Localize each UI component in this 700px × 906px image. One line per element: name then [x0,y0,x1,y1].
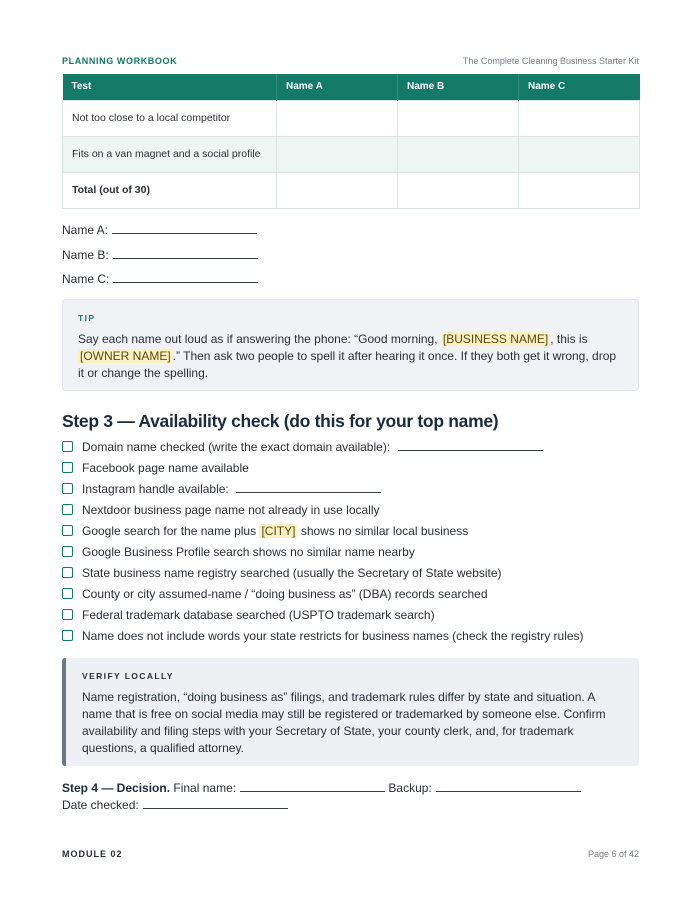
column-header-name-b: Name B [398,74,519,100]
name-line-label: Name A: [62,223,109,237]
tip-text-part: , this is [550,332,588,346]
checkbox[interactable] [62,525,73,536]
name-scoring-table [62,74,640,209]
score-cell-name-b[interactable] [398,100,519,136]
date-checked-label: Date checked: [62,798,139,812]
name-line [62,247,258,272]
checklist-item [62,501,584,522]
checkbox[interactable] [62,504,73,515]
name-b-blank[interactable] [113,247,258,259]
score-cell-name-c[interactable] [519,136,640,172]
header-book-title: The Complete Cleaning Business Starter Kit [462,56,639,66]
checklist-item [62,438,584,459]
score-cell-name-c[interactable] [519,100,640,136]
checklist-item-label: Nextdoor business page name not already in use locally [82,503,380,517]
checklist-item-label: County or city assumed-name / “doing business as” (DBA) records searched [82,587,488,601]
name-line [62,271,258,296]
name-line-label: Name C: [62,272,110,286]
checkbox[interactable] [62,588,73,599]
footer-module-label: MODULE 02 [62,849,123,859]
final-name-label: Final name: [173,781,237,795]
checkbox[interactable] [62,483,73,494]
step3-heading: Step 3 — Availability check (do this for your top name) [62,411,499,431]
tip-callout [62,299,639,391]
verify-text: Name registration, “doing business as” filings, and trademark rules differ by state and situation. A name that is free on social media may still be registered or trademarked by someone else. Confirm availability and filing steps with your Secretary of State, your county clerk, and, for trademark questions, a qualified attorney. [82,690,606,755]
test-label: Fits on a van magnet and a social profile [63,136,277,172]
verify-locally-callout [62,658,639,766]
city-placeholder: [CITY] [261,524,296,538]
footer-page-number: Page 6 of 42 [587,849,639,859]
tip-text [78,331,623,382]
name-line-label: Name B: [62,247,109,262]
owner-name-placeholder: [OWNER NAME] [80,349,171,363]
score-cell-name-a[interactable] [277,100,398,136]
total-cell-name-c[interactable] [519,172,640,208]
test-label: Not too close to a local competitor [63,100,277,136]
final-name-blank[interactable] [240,780,385,792]
checklist-item [62,564,584,585]
checklist-item-label: Google Business Profile search shows no similar name nearby [82,545,415,559]
table-header-row [63,74,640,100]
checklist-item-label: Federal trademark database searched (USPTO trademark search) [82,608,435,622]
name-c-blank[interactable] [113,271,258,283]
backup-label: Backup: [388,781,432,795]
column-header-name-c: Name C [519,74,640,100]
checklist-item [62,459,584,480]
column-header-test: Test [63,74,277,100]
checklist-item [62,480,584,501]
total-label: Total (out of 30) [63,172,277,208]
business-name-placeholder: [BUSINESS NAME] [442,332,549,346]
step4-heading: Step 4 — Decision. [62,781,171,795]
instagram-handle-blank[interactable] [236,481,381,493]
tip-text-part: Say each name out loud as if answering the phone: “Good morning, [78,332,441,346]
checklist-item [62,522,584,543]
score-cell-name-a[interactable] [277,136,398,172]
checklist-item-label: Domain name checked (write the exact domain available): [82,440,391,454]
checklist-item-label: State business name registry searched (usually the Secretary of State website) [82,566,502,580]
checkbox[interactable] [62,630,73,641]
table-row [63,136,640,172]
checkbox[interactable] [62,546,73,557]
score-cell-name-b[interactable] [398,136,519,172]
checklist-item-label: Facebook page name available [82,461,249,475]
verify-label: VERIFY LOCALLY [82,671,174,681]
checklist-item-label: Instagram handle available: [82,482,229,496]
step4-decision [62,780,639,814]
checklist-item [62,543,584,564]
checkbox[interactable] [62,462,73,473]
name-a-blank[interactable] [112,222,257,234]
date-checked-blank[interactable] [143,797,288,809]
workbook-page [62,0,639,906]
header-section-label: PLANNING WORKBOOK [62,56,178,66]
availability-checklist [62,438,584,648]
checkbox[interactable] [62,609,73,620]
table-total-row [63,172,640,208]
checklist-item [62,606,584,627]
checklist-item-label-suffix: shows no similar local business [300,524,469,538]
checklist-item-label: Google search for the name plus [82,524,257,538]
tip-label: TIP [78,313,96,323]
checkbox[interactable] [62,441,73,452]
checklist-item [62,585,584,606]
table-row [63,100,640,136]
total-cell-name-a[interactable] [277,172,398,208]
backup-name-blank[interactable] [436,780,581,792]
checkbox[interactable] [62,567,73,578]
tip-text-part: .” Then ask two people to spell it after hearing it once. If they both get it wrong, drop it or change the spelling. [78,349,617,380]
column-header-name-a: Name A [277,74,398,100]
page-header [62,56,639,68]
domain-blank[interactable] [398,439,543,451]
checklist-item-label: Name does not include words your state restricts for business names (check the registry rules) [82,629,584,643]
checklist-item [62,627,584,648]
total-cell-name-b[interactable] [398,172,519,208]
name-line [62,222,258,247]
page-footer [62,849,639,861]
candidate-name-lines [62,222,258,296]
